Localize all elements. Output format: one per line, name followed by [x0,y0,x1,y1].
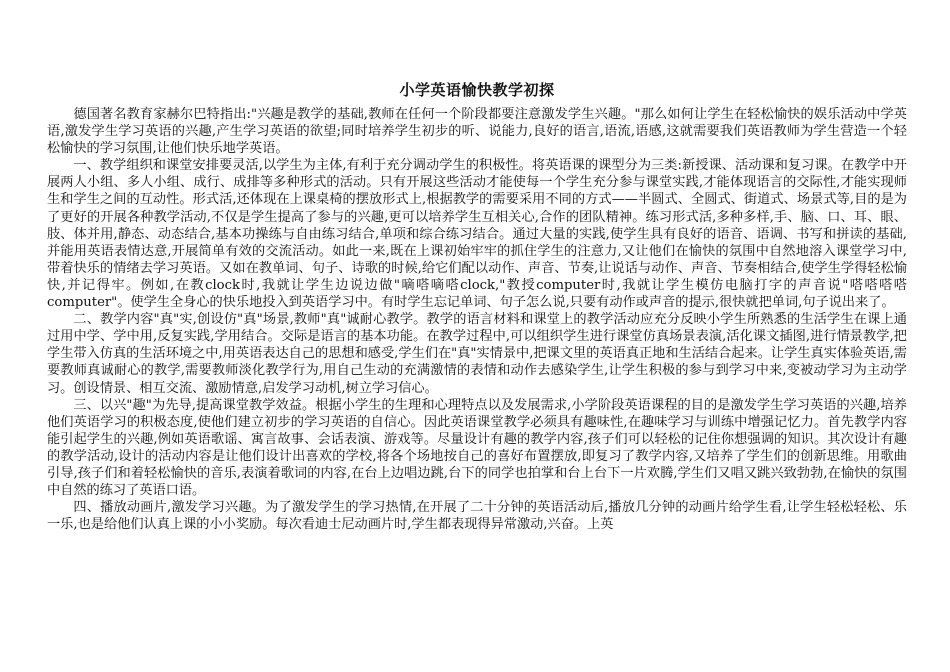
paragraph-intro: 德国著名教育家赫尔巴特指出:"兴趣是教学的基础,教师在任何一个阶段都要注意激发学生兴趣。"那么如何让学生在轻松愉快的娱乐活动中学英语,激发学生学习英语的兴趣,产生学习英语的欲望;同时培养学生初步的听、说能力,良好的语言,语流,语感,这就需要我们英语教师为学生营造一个轻松愉快的学习氛围,让他们快乐地学英语。 [47,107,907,157]
document-body [47,106,907,533]
document-title: 小学英语愉快教学初探 [399,81,555,99]
paragraph-section-2: 二、教学内容"真"实,创设仿"真"场景,教师"真"诚耐心教学。教学的语言材料和课堂上的教学活动应充分反映小学生所熟悉的生活学生在课上通过用中学、学中用,反复实践,学用结合。交际是语言的基本功能。在教学过程中,可以组织学生进行课堂仿真场景表演,活化课文插图,进行情景教学,把学生带入仿真的生活环境之中,用英语表达自己的思想和感受,学生们在"真"实情景中,把课文里的英语真正地和生活结合起来。让学生真实体验英语,需要教师真诚耐心的教学,需要教师淡化教学行为,用自己生动的充满激情的表情和动作去感染学生,让学生积极的参与到学习中来,变被动学习为主动学习。创设情景、相互交流、激励情意,启发学习动机,树立学习信心。 [47,312,907,396]
document-page [47,0,907,672]
paragraph-section-1: 一、教学组织和课堂安排要灵活,以学生为主体,有利于充分调动学生的积极性。将英语课的课型分为三类:新授课、活动课和复习课。在教学中开展两人小组、多人小组、成行、成排等多种形式的活动。只有开展这些活动才能使每一个学生充分参与课堂实践,才能体现语言的交际性,才能实现师生和学生之间的互动性。形式活,还体现在上课桌椅的摆放形式上,根据教学的需要采用不同的方式——半圆式、全圆式、街道式、场景式等,目的是为了更好的开展各种教学活动,不仅是学生提高了参与的兴趣,更可以培养学生互相关心,合作的团队精神。练习形式活,多种多样,手、脑、口、耳、眼、肢、体并用,静态、动态结合,基本功操练与自由练习结合,单项和综合练习结合。通过大量的实践,使学生具有良好的语音、语调、书写和拼读的基础,并能用英语表情达意,开展简单有效的交流活动。如此一来,既在上课初始牢牢的抓住学生的注意力,又让他们在愉快的氛围中自然地溶入课堂学习中,带着快乐的情绪去学习英语。又如在教单词、句子、诗歌的时候,给它们配以动作、声音、节奏,让说话与动作、声音、节奏相结合,使学生学得轻松愉快,并记得牢。例如,在教clock时,我就让学生边说边做"嘀嗒嘀嗒clock,"教授computer时,我就让学生模仿电脑打字的声音说"嗒嗒嗒嗒computer"。使学生全身心的快乐地投入到英语学习中。有时学生忘记单词、句子怎么说,只要有动作或声音的提示,很快就把单词,句子说出来了。 [47,158,907,311]
paragraph-section-4: 四、播放动画片,激发学习兴趣。为了激发学生的学习热情,在开展了二十分钟的英语活动后,播放几分钟的动画片给学生看,让学生轻松轻松、乐一乐,也是给他们认真上课的小小奖励。每次看迪士尼动画片时,学生都表现得异常激动,兴奋。上英 [47,500,907,533]
paragraph-section-3: 三、以兴"趣"为先导,提高课堂教学效益。根据小学生的生理和心理特点以及发展需求,小学阶段英语课程的目的是激发学生学习英语的兴趣,培养他们英语学习的积极态度,使他们建立初步的学习英语的自信心。因此英语课堂教学必须具有趣味性,在趣味学习与训练中增强记忆力。首先教学内容能引起学生的兴趣,例如英语歌谣、寓言故事、会话表演、游戏等。尽量设计有趣的教学内容,孩子们可以轻松的记住你想强调的知识。其次设计有趣的教学活动,设计的活动内容是让他们设计出喜欢的学校,将各个场地按自己的喜好布置摆放,即复习了教学内容,又培养了学生们的创新思维。用歌曲引导,孩子们和着轻松愉快的音乐,表演着歌词的内容,在台上边唱边跳,台下的同学也拍掌和台上台下一片欢腾,学生们又唱又跳兴致勃勃,在愉快的氛围中自然的练习了英语口语。 [47,397,907,499]
